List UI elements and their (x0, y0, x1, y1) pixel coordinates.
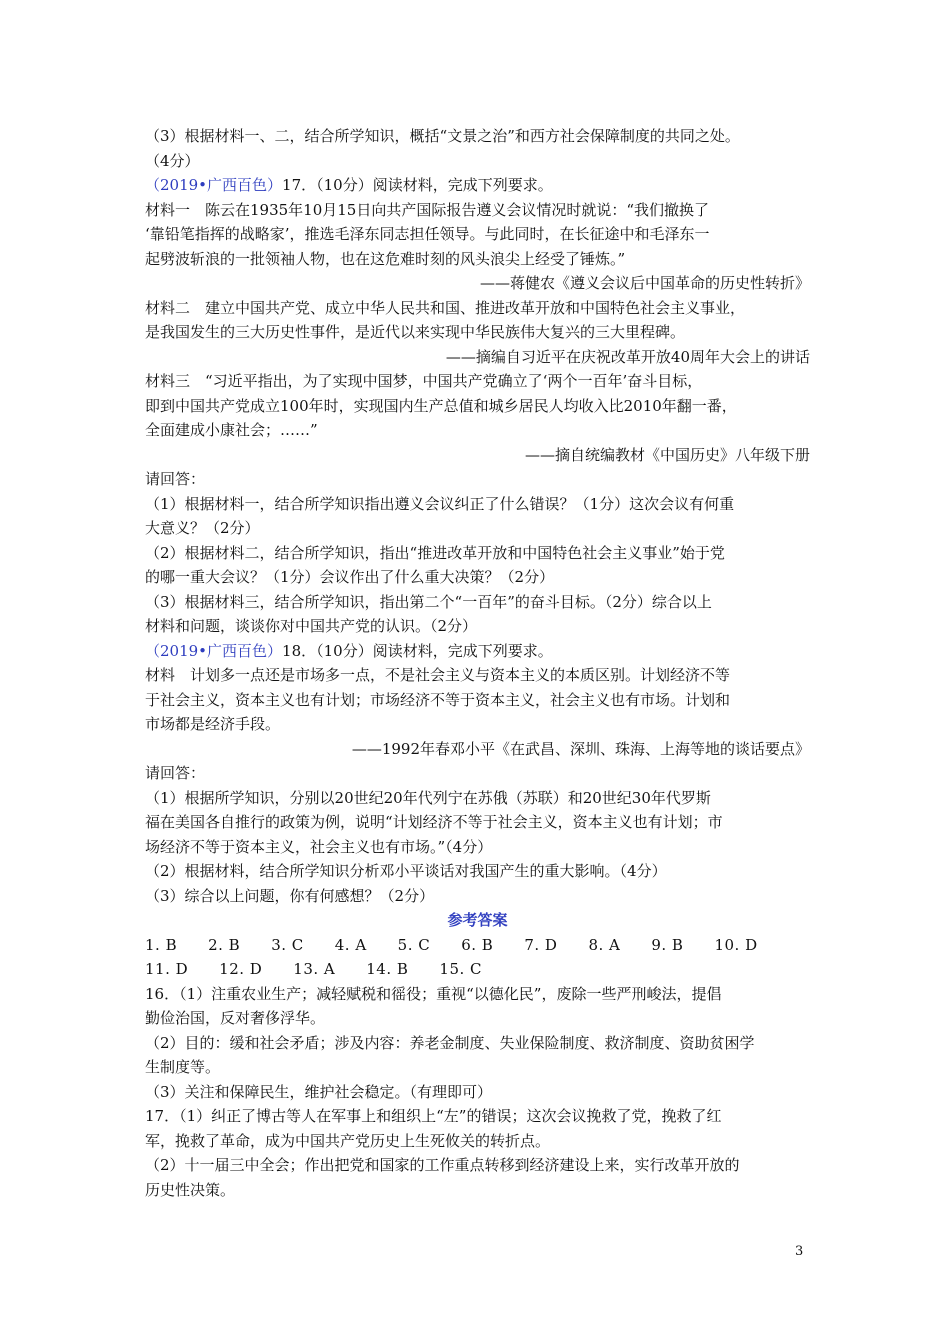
line-text: （2）目的：缓和社会矛盾；涉及内容：养老金制度、失业保险制度、救济制度、资助贫困学 (145, 1033, 755, 1052)
text-line (145, 467, 810, 492)
text-line (145, 394, 810, 419)
line-text: 16．（1）注重农业生产；减轻赋税和徭役；重视“以德化民”，废除一些严刑峻法，提倡 (145, 984, 722, 1003)
answer-section-title (145, 908, 810, 933)
line-text: 生制度等。 (145, 1058, 221, 1076)
text-line (145, 663, 810, 688)
text-line (145, 222, 810, 247)
text-line (145, 443, 810, 468)
line-text: （3）根据材料一、二，结合所学知识，概括“文景之治”和西方社会保障制度的共同之处。 (145, 127, 740, 145)
text-line (145, 982, 810, 1007)
text-line (145, 737, 810, 762)
text-line (145, 296, 810, 321)
line-text: 市场都是经济手段。 (145, 715, 281, 733)
text-line (145, 149, 810, 174)
line-text: （2）根据材料二，结合所学知识，指出“推进改革开放和中国特色社会主义事业”始于党 (145, 543, 725, 562)
line-text: 11. D 12. D 13. A 14. B 15. C (145, 960, 483, 978)
text-line (145, 516, 810, 541)
line-text: ——摘编自习近平在庆祝改革开放40周年大会上的讲话 (445, 347, 810, 366)
text-line (145, 1153, 810, 1178)
text-line (145, 271, 810, 296)
line-text: 即到中国共产党成立100年时，实现国内生产总值和城乡居民人均收入比2010年翻一番， (145, 396, 737, 415)
line-text: 请回答： (145, 470, 206, 488)
text-line (145, 173, 810, 198)
line-text: 于社会主义，资本主义也有计划；市场经济不等于资本主义，社会主义也有市场。计划和 (145, 690, 731, 709)
line-text: 材料和问题，谈谈你对中国共产党的认识。（2分） (145, 617, 478, 635)
line-text: 材料 计划多一点还是市场多一点，不是社会主义与资本主义的本质区别。计划经济不等 (145, 666, 731, 684)
question-source-tag: （2019•广西百色） (145, 641, 283, 660)
line-text: 1. B 2. B 3. C 4. A 5. C 6. B 7. D 8. A 9. B 10. D (145, 935, 758, 954)
line-text: 18．（10分）阅读材料，完成下列要求。 (282, 641, 553, 660)
text-line (145, 884, 810, 909)
text-line (145, 1178, 810, 1203)
text-line (145, 786, 810, 811)
line-text: 历史性决策。 (145, 1180, 236, 1199)
question-source-tag: （2019•广西百色） (145, 176, 283, 194)
page-content (145, 124, 810, 1202)
text-line (145, 345, 810, 370)
text-line (145, 933, 810, 958)
line-text: 是我国发生的三大历史性事件，是近代以来实现中华民族伟大复兴的三大里程碑。 (145, 323, 686, 341)
line-text: 17．（1）纠正了博古等人在军事上和组织上“左”的错误；这次会议挽救了党，挽救了红 (145, 1107, 722, 1125)
text-line (145, 369, 810, 394)
text-line (145, 810, 810, 835)
line-text: ——1992年春邓小平《在武昌、深圳、珠海、上海等地的谈话要点》 (351, 739, 810, 758)
text-line (145, 1129, 810, 1154)
text-line (145, 712, 810, 737)
line-text: （3）综合以上问题，你有何感想？（2分） (145, 886, 435, 905)
text-line (145, 590, 810, 615)
line-text: 场经济不等于资本主义，社会主义也有市场。”（4分） (145, 837, 493, 856)
line-text: 军，挽救了革命，成为中国共产党历史上生死攸关的转折点。 (145, 1131, 551, 1150)
line-text: ‘靠铅笔指挥的战略家’，推选毛泽东同志担任领导。与此同时，在长征途中和毛泽东一 (145, 225, 710, 243)
line-text: （3）根据材料三，结合所学知识，指出第二个“一百年”的奋斗目标。（2分）综合以上 (145, 592, 712, 611)
text-line (145, 835, 810, 860)
line-text: 全面建成小康社会；……” (145, 421, 318, 439)
text-line (145, 541, 810, 566)
text-line (145, 688, 810, 713)
line-text: 大意义？（2分） (145, 519, 260, 537)
text-line (145, 320, 810, 345)
line-text: 材料一 陈云在1935年10月15日向共产国际报告遵义会议情况时就说：“我们撤换了 (145, 200, 710, 219)
line-text: ——摘自统编教材《中国历史》八年级下册 (524, 445, 810, 464)
text-line (145, 1055, 810, 1080)
text-line (145, 859, 810, 884)
line-text: （1）根据材料一，结合所学知识指出遵义会议纠正了什么错误？（1分）这次会议有何重 (145, 494, 735, 513)
line-text: 福在美国各自推行的政策为例，说明“计划经济不等于社会主义，资本主义也有计划；市 (145, 813, 723, 831)
line-text: 请回答： (145, 764, 206, 782)
text-line (145, 124, 810, 149)
line-text: （2）十一届三中全会；作出把党和国家的工作重点转移到经济建设上来，实行改革开放的 (145, 1156, 740, 1174)
line-text: 材料三 “习近平指出，为了实现中国梦，中国共产党确立了‘两个一百年’奋斗目标， (145, 372, 703, 390)
line-text: （2）根据材料，结合所学知识分析邓小平谈话对我国产生的重大影响。（4分） (145, 862, 667, 880)
line-text: 的哪一重大会议？（1分）会议作出了什么重大决策？（2分） (145, 568, 555, 586)
line-text: 参考答案 (447, 911, 508, 929)
text-line (145, 1104, 810, 1129)
text-line (145, 1006, 810, 1031)
text-line (145, 247, 810, 272)
line-text: 勤俭治国，反对奢侈浮华。 (145, 1009, 326, 1027)
text-line (145, 198, 810, 223)
line-text: 起劈波斩浪的一批领袖人物，也在这危难时刻的风头浪尖上经受了锤炼。” (145, 249, 626, 268)
text-line (145, 492, 810, 517)
text-line (145, 639, 810, 664)
line-text: （1）根据所学知识，分别以20世纪20年代列宁在苏俄（苏联）和20世纪30年代罗斯 (145, 788, 711, 807)
text-line (145, 957, 810, 982)
page-number: 3 (795, 1244, 804, 1259)
line-text: 材料二 建立中国共产党、成立中华人民共和国、推进改革开放和中国特色社会主义事业， (145, 298, 746, 317)
line-text: （3）关注和保障民生，维护社会稳定。（有理即可） (145, 1082, 493, 1101)
line-text: （4分） (145, 151, 200, 170)
text-line (145, 1080, 810, 1105)
text-line (145, 565, 810, 590)
line-text: ——蒋健农《遵义会议后中国革命的历史性转折》 (479, 274, 810, 292)
text-line (145, 418, 810, 443)
line-text: 17．（10分）阅读材料，完成下列要求。 (282, 176, 553, 194)
text-line (145, 1031, 810, 1056)
text-line (145, 761, 810, 786)
text-line (145, 614, 810, 639)
